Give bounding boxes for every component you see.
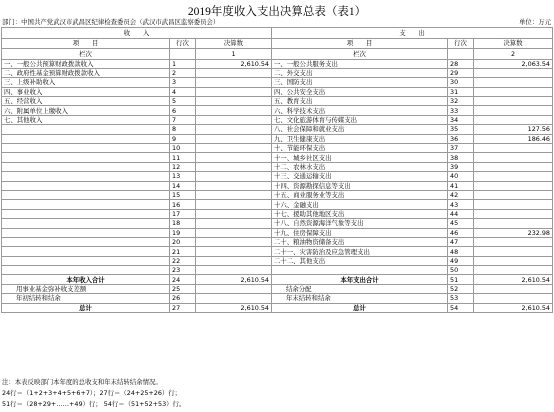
expense-amount-cell	[474, 115, 553, 124]
income-item-cell	[2, 237, 170, 246]
closing-balance-amount	[474, 294, 553, 303]
income-amount-cell	[196, 256, 272, 265]
income-item-cell	[2, 266, 170, 275]
expense-line-cell: 41	[448, 181, 474, 190]
grand-total-income-line: 27	[170, 303, 196, 312]
expense-line-cell: 31	[448, 87, 474, 96]
expense-item-cell: 二十一、灾害防治及应急管理支出	[272, 247, 448, 256]
income-amount-header: 决算数	[196, 38, 272, 49]
expense-line-cell: 28	[448, 59, 474, 68]
income-total-label: 本年收入合计	[2, 275, 170, 284]
income-amount-cell	[196, 209, 272, 218]
income-amount-cell	[196, 162, 272, 171]
expense-item-cell: 六、科学技术支出	[272, 106, 448, 115]
budget-table	[1, 27, 553, 313]
expense-amount-cell	[474, 78, 553, 87]
table-row	[2, 200, 553, 209]
income-amount-cell	[196, 181, 272, 190]
fund-offset-amount	[196, 284, 272, 293]
expense-line-cell: 32	[448, 97, 474, 106]
income-line-cell: 21	[170, 247, 196, 256]
closing-balance-line: 53	[448, 294, 474, 303]
income-line-cell: 22	[170, 256, 196, 265]
expense-amount-cell	[474, 247, 553, 256]
note-line: 51行＝（28+29+……+49）行； 54行＝（51+52+53）行。	[2, 400, 186, 408]
expense-amount-cell	[474, 209, 553, 218]
income-item-cell	[2, 153, 170, 162]
income-item-cell	[2, 172, 170, 181]
expense-amount-cell	[474, 190, 553, 199]
income-amount-cell	[196, 237, 272, 246]
expense-item-cell: 十二、农林水支出	[272, 162, 448, 171]
income-amount-cell	[196, 78, 272, 87]
expense-line-cell: 39	[448, 162, 474, 171]
table-row	[2, 115, 553, 124]
income-item-cell: 七、其他收入	[2, 115, 170, 124]
note-line: 24行＝（1+2+3+4+5+6+7）；27行＝（24+25+26）行；	[2, 389, 182, 397]
income-line-cell: 11	[170, 153, 196, 162]
expense-item-cell: 三、国防支出	[272, 78, 448, 87]
table-row	[2, 256, 553, 265]
table-row	[2, 68, 553, 77]
grand-total-label: 总计	[2, 303, 170, 312]
fund-offset-line: 25	[170, 284, 196, 293]
expense-item-cell: 七、文化旅游体育与传媒支出	[272, 115, 448, 124]
expense-item-cell: 一、一般公共服务支出	[272, 59, 448, 68]
expense-amount-cell	[474, 144, 553, 153]
grand-total-expense-line: 54	[448, 303, 474, 312]
table-row	[2, 78, 553, 87]
income-item-cell	[2, 219, 170, 228]
page-title: 2019年度收入支出决算总表（表1）	[187, 6, 367, 18]
expense-item-cell: 十四、资源勘探信息等支出	[272, 181, 448, 190]
expense-amount-cell	[474, 68, 553, 77]
unit-label: 单位：万元	[519, 18, 551, 26]
expense-total-amount: 2,610.54	[474, 275, 553, 284]
blank-cell	[448, 49, 474, 60]
expense-line-cell: 46	[448, 228, 474, 237]
income-amount-cell	[196, 190, 272, 199]
income-item-cell	[2, 200, 170, 209]
income-item-cell	[2, 209, 170, 218]
expense-amount-cell	[474, 219, 553, 228]
expense-amount-cell: 127.56	[474, 125, 553, 134]
expense-amount-cell	[474, 237, 553, 246]
expense-item-cell: 二十、粮油物资储备支出	[272, 237, 448, 246]
expense-item-cell: 二十二、其他支出	[272, 256, 448, 265]
table-row	[2, 172, 553, 181]
expense-amount-cell: 232.98	[474, 228, 553, 237]
income-item-cell: 三、上级补助收入	[2, 78, 170, 87]
table-row	[2, 266, 553, 275]
table-row	[2, 181, 553, 190]
income-line-cell: 12	[170, 162, 196, 171]
note-line: 注：本表反映部门本年度的总收支和年末结转结余情况。	[2, 378, 162, 386]
table-row	[2, 144, 553, 153]
expense-item-cell: 十六、金融支出	[272, 200, 448, 209]
table-row	[2, 125, 553, 134]
income-section-header: 收 入	[2, 28, 272, 39]
table-row	[2, 219, 553, 228]
expense-line-cell: 49	[448, 256, 474, 265]
expense-item-cell	[272, 266, 448, 275]
department-label: 部门：中国共产党武汉市武昌区纪律检查委员会（武汉市武昌区监察委员会）	[2, 18, 220, 26]
surplus-distribution-label: 结余分配	[272, 284, 448, 293]
income-item-cell	[2, 228, 170, 237]
expense-amount-cell	[474, 266, 553, 275]
expense-item-cell: 十九、住房保障支出	[272, 228, 448, 237]
table-row	[2, 134, 553, 143]
income-amount-cell	[196, 219, 272, 228]
income-item-cell	[2, 144, 170, 153]
expense-item-cell: 九、卫生健康支出	[272, 134, 448, 143]
income-amount-cell	[196, 87, 272, 96]
expense-amount-cell	[474, 153, 553, 162]
income-amount-cell	[196, 134, 272, 143]
expense-item-cell: 十八、自然资源海洋气象等支出	[272, 219, 448, 228]
income-item-cell: 二、政府性基金预算财政拨款收入	[2, 68, 170, 77]
expense-line-cell: 36	[448, 134, 474, 143]
expense-column-index: 2	[474, 49, 553, 60]
income-line-cell: 8	[170, 125, 196, 134]
expense-total-label: 本年支出合计	[272, 275, 448, 284]
income-line-cell: 16	[170, 200, 196, 209]
closing-balance-label: 年末结转和结余	[272, 294, 448, 303]
table-row	[2, 247, 553, 256]
income-amount-cell: 2,610.54	[196, 59, 272, 68]
table-row	[2, 106, 553, 115]
expense-item-cell: 八、社会保障和就业支出	[272, 125, 448, 134]
expense-amount-cell	[474, 256, 553, 265]
expense-amount-cell	[474, 200, 553, 209]
expense-total-line: 51	[448, 275, 474, 284]
expense-line-cell: 45	[448, 219, 474, 228]
income-line-cell: 15	[170, 190, 196, 199]
fund-offset-label: 用事业基金弥补收支差额	[2, 284, 170, 293]
income-line-cell: 5	[170, 97, 196, 106]
expense-line-cell: 29	[448, 68, 474, 77]
expense-item-cell: 四、公共安全支出	[272, 87, 448, 96]
income-item-cell: 四、事业收入	[2, 87, 170, 96]
opening-balance-amount	[196, 294, 272, 303]
table-row	[2, 190, 553, 199]
income-column-index: 1	[196, 49, 272, 60]
table-row	[2, 237, 553, 246]
income-amount-cell	[196, 153, 272, 162]
expense-line-cell: 40	[448, 172, 474, 181]
income-line-cell: 2	[170, 68, 196, 77]
income-item-cell: 五、经营收入	[2, 97, 170, 106]
income-item-cell	[2, 181, 170, 190]
expense-line-cell: 43	[448, 200, 474, 209]
expense-amount-cell: 2,063.54	[474, 59, 553, 68]
income-amount-cell	[196, 106, 272, 115]
income-line-cell: 10	[170, 144, 196, 153]
income-line-cell: 4	[170, 87, 196, 96]
expense-item-cell: 十五、商业服务业等支出	[272, 190, 448, 199]
income-item-cell	[2, 125, 170, 134]
surplus-distribution-amount	[474, 284, 553, 293]
income-amount-cell	[196, 200, 272, 209]
income-amount-cell	[196, 144, 272, 153]
notes	[2, 377, 185, 410]
expense-line-cell: 44	[448, 209, 474, 218]
expense-line-cell: 38	[448, 153, 474, 162]
expense-line-cell: 34	[448, 115, 474, 124]
table-row	[2, 162, 553, 171]
income-amount-cell	[196, 68, 272, 77]
expense-line-cell: 33	[448, 106, 474, 115]
expense-line-cell: 42	[448, 190, 474, 199]
column-index-label: 栏次	[272, 49, 448, 60]
income-total-amount: 2,610.54	[196, 275, 272, 284]
opening-balance-label: 年初结转和结余	[2, 294, 170, 303]
income-line-cell: 20	[170, 237, 196, 246]
expense-amount-cell	[474, 181, 553, 190]
expense-item-cell: 十一、城乡社区支出	[272, 153, 448, 162]
income-item-cell	[2, 162, 170, 171]
income-line-cell: 14	[170, 181, 196, 190]
income-line-cell: 17	[170, 209, 196, 218]
income-line-cell: 23	[170, 266, 196, 275]
expense-item-cell: 十七、援助其他地区支出	[272, 209, 448, 218]
income-line-header: 行次	[170, 38, 196, 49]
table-row	[2, 97, 553, 106]
income-line-cell: 1	[170, 59, 196, 68]
expense-line-cell: 35	[448, 125, 474, 134]
table-row	[2, 228, 553, 237]
grand-total-income-amount: 2,610.54	[196, 303, 272, 312]
expense-line-cell: 30	[448, 78, 474, 87]
income-line-cell: 13	[170, 172, 196, 181]
income-item-cell	[2, 134, 170, 143]
expense-item-cell: 五、教育支出	[272, 97, 448, 106]
income-amount-cell	[196, 97, 272, 106]
opening-balance-line: 26	[170, 294, 196, 303]
expense-item-header: 项 目	[272, 38, 448, 49]
expense-amount-cell	[474, 172, 553, 181]
table-row	[2, 59, 553, 68]
income-total-line: 24	[170, 275, 196, 284]
expense-amount-cell	[474, 87, 553, 96]
table-row	[2, 153, 553, 162]
income-amount-cell	[196, 228, 272, 237]
grand-total-expense-amount: 2,610.54	[474, 303, 553, 312]
grand-total-label: 总计	[272, 303, 448, 312]
expense-section-header: 支 出	[272, 28, 553, 39]
expense-item-cell: 十、节能环保支出	[272, 144, 448, 153]
income-line-cell: 6	[170, 106, 196, 115]
expense-amount-cell	[474, 97, 553, 106]
income-item-header: 项 目	[2, 38, 170, 49]
income-line-cell: 7	[170, 115, 196, 124]
expense-amount-cell	[474, 162, 553, 171]
income-line-cell: 9	[170, 134, 196, 143]
column-index-label: 栏次	[2, 49, 170, 60]
table-row	[2, 87, 553, 96]
income-item-cell: 一、一般公共预算财政拨款收入	[2, 59, 170, 68]
expense-line-cell: 37	[448, 144, 474, 153]
expense-line-header: 行次	[448, 38, 474, 49]
table-row	[2, 209, 553, 218]
income-amount-cell	[196, 125, 272, 134]
income-item-cell: 六、附属单位上缴收入	[2, 106, 170, 115]
income-amount-cell	[196, 172, 272, 181]
income-item-cell	[2, 247, 170, 256]
income-line-cell: 18	[170, 219, 196, 228]
expense-amount-header: 决算数	[474, 38, 553, 49]
income-line-cell: 3	[170, 78, 196, 87]
income-item-cell	[2, 190, 170, 199]
income-item-cell	[2, 256, 170, 265]
expense-line-cell: 47	[448, 237, 474, 246]
expense-amount-cell: 186.46	[474, 134, 553, 143]
surplus-distribution-line: 52	[448, 284, 474, 293]
income-amount-cell	[196, 247, 272, 256]
expense-amount-cell	[474, 106, 553, 115]
expense-line-cell: 50	[448, 266, 474, 275]
income-amount-cell	[196, 266, 272, 275]
expense-line-cell: 48	[448, 247, 474, 256]
expense-item-cell: 二、外交支出	[272, 68, 448, 77]
income-amount-cell	[196, 115, 272, 124]
blank-cell	[170, 49, 196, 60]
expense-item-cell: 十三、交通运输支出	[272, 172, 448, 181]
income-line-cell: 19	[170, 228, 196, 237]
